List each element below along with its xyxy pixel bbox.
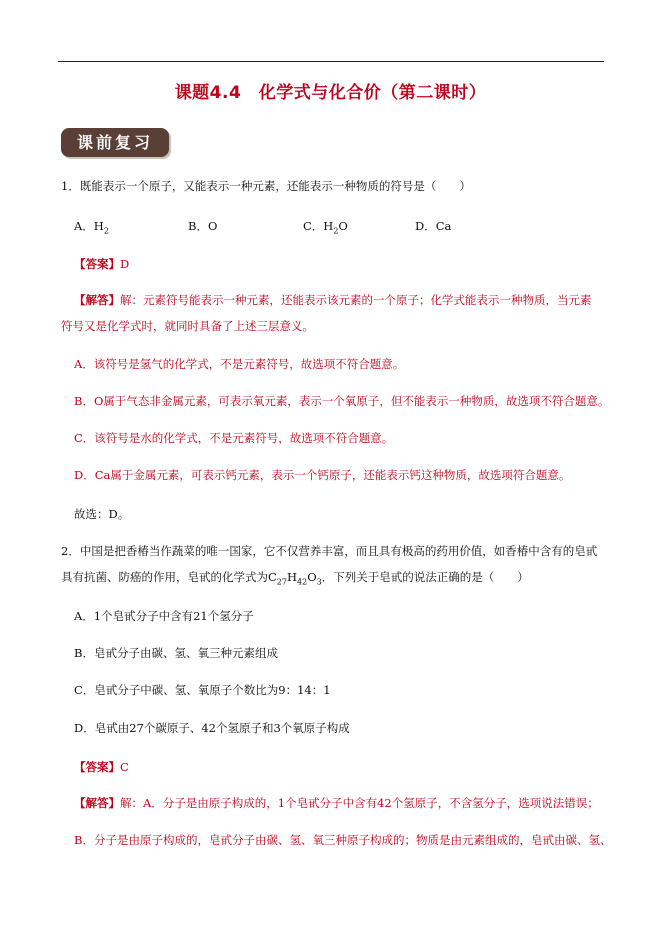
q1-analysis-c: C．该符号是水的化学式，不是元素符号，故选项不符合题意。 — [74, 431, 394, 445]
q2-analysis-line1: 【解答】解：A．分子是由原子构成的，1个皂甙分子中含有42个氢原子，不含氢分子，选项说法错误； — [74, 796, 599, 810]
header-rule — [58, 61, 604, 62]
q2-option-c: C．皂甙分子中碳、氢、氧原子个数比为9：14：1 — [74, 683, 331, 697]
q1-analysis-line2: 符号又是化学式时，就同时具备了上述三层意义。 — [61, 319, 314, 333]
q2-answer: 【答案】C — [74, 760, 129, 774]
q1-analysis-b: B．O属于气态非金属元素，可表示氧元素，表示一个氧原子，但不能表示一种物质，故选项不符合题意。 — [74, 394, 610, 408]
q1-analysis-line1: 【解答】解：元素符号能表示一种元素，还能表示该元素的一个原子；化学式能表示一种物质，当元素 — [74, 293, 592, 307]
q2-option-b: B．皂甙分子由碳、氢、氧三种元素组成 — [74, 646, 278, 660]
q2-stem-line1: 2．中国是把香椿当作蔬菜的唯一国家，它不仅营养丰富，而且具有极高的药用价值，如香椿中含有的皂甙 — [61, 544, 598, 558]
q1-option-c: C．$H_2O$ — [303, 219, 348, 236]
q1-option-d: D．Ca — [415, 219, 452, 233]
q2-stem-line2: 具有抗菌、防癌的作用，皂甙的化学式为$C_{27}H_{42}O_3$．下列关于皂甙的说法正确的是（ ） — [61, 570, 529, 587]
q2-option-d: D．皂甙由27个碳原子、42个氢原子和3个氧原子构成 — [74, 721, 350, 735]
q2-analysis-line2: B．分子是由原子构成的，皂甙分子由碳、氢、氧三种原子构成的；物质是由元素组成的，皂甙由碳、氢、 — [74, 833, 612, 847]
q1-stem: 1．既能表示一个原子，又能表示一种元素，还能表示一种物质的符号是（ ） — [61, 179, 471, 193]
q1-conclusion: 故选：D。 — [74, 507, 130, 521]
q1-option-b: B．O — [188, 219, 218, 233]
q2-option-a: A．1个皂甙分子中含有21个氢分子 — [74, 609, 254, 623]
section-badge: 课前复习 — [61, 128, 169, 157]
q1-option-a: A．$H_2$ — [74, 219, 109, 236]
q1-answer: 【答案】D — [74, 257, 130, 271]
page-title: 课题4.4 化学式与化合价（第二课时） — [174, 83, 487, 103]
q1-analysis-a: A．该符号是氢气的化学式，不是元素符号，故选项不符合题意。 — [74, 357, 405, 371]
q1-analysis-d: D．Ca属于金属元素，可表示钙元素，表示一个钙原子，还能表示钙这种物质，故选项符合题意。 — [74, 468, 571, 482]
